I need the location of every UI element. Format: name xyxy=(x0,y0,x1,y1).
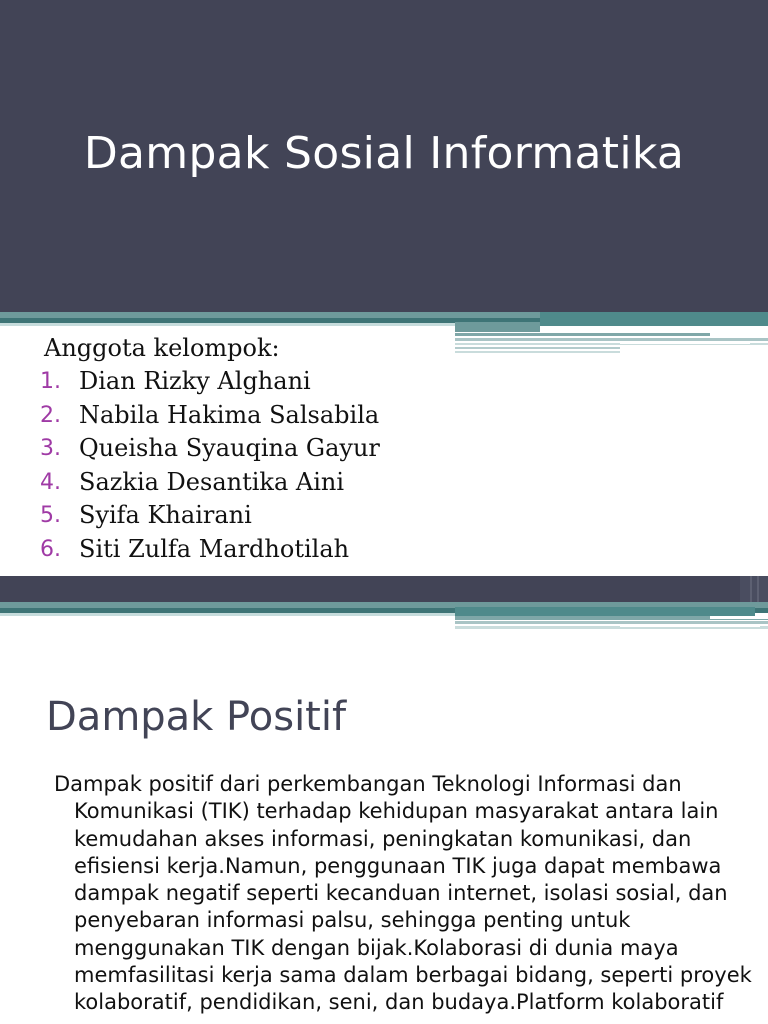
member-name: Siti Zulfa Mardhotilah xyxy=(79,534,350,563)
list-item xyxy=(40,432,464,466)
member-name: Syifa Khairani xyxy=(79,501,252,530)
content-slide xyxy=(0,576,768,1024)
list-number: 2. xyxy=(40,402,61,428)
member-name: Dian Rizky Alghani xyxy=(79,367,311,395)
member-name: Nabila Hakima Salsabila xyxy=(79,400,380,429)
list-item xyxy=(40,499,464,533)
list-item xyxy=(40,466,464,500)
section-title: Dampak Positif xyxy=(46,694,347,740)
header-band xyxy=(0,576,768,602)
list-number: 3. xyxy=(40,436,61,462)
members-list xyxy=(40,365,464,567)
list-number: 5. xyxy=(40,503,61,529)
list-number: 1. xyxy=(40,369,61,394)
body-paragraph: Dampak positif dari perkembangan Teknologi Informasi dan Komunikasi (TIK) terhadap kehidupan masyarakat antara lain kemudahan akses informasi, peningkatan komunikasi, dan efisiensi kerja.Namun, penggunaan TIK juga dapat membawa dampak negatif seperti kecanduan internet, isolasi sosial, dan penyebaran informasi palsu, sehingga penting untuk menggunakan TIK dengan bijak.Kolaborasi di dunia maya memfasilitasi kerja sama dalam berbagai bidang, seperti proyek kolaboratif, pendidikan, seni, dan budaya.Platform kolaboratif xyxy=(54,772,752,1015)
list-number: 4. xyxy=(40,469,61,495)
list-item xyxy=(40,365,464,399)
members-heading: Anggota kelompok: xyxy=(44,334,280,362)
member-section xyxy=(40,332,464,567)
slide-title: Dampak Sosial Informatika xyxy=(83,128,685,179)
member-name: Queisha Syauqina Gayur xyxy=(79,434,380,463)
list-item xyxy=(40,533,464,567)
list-item xyxy=(40,399,464,433)
list-number: 6. xyxy=(40,536,61,562)
member-name: Sazkia Desantika Aini xyxy=(79,467,345,496)
